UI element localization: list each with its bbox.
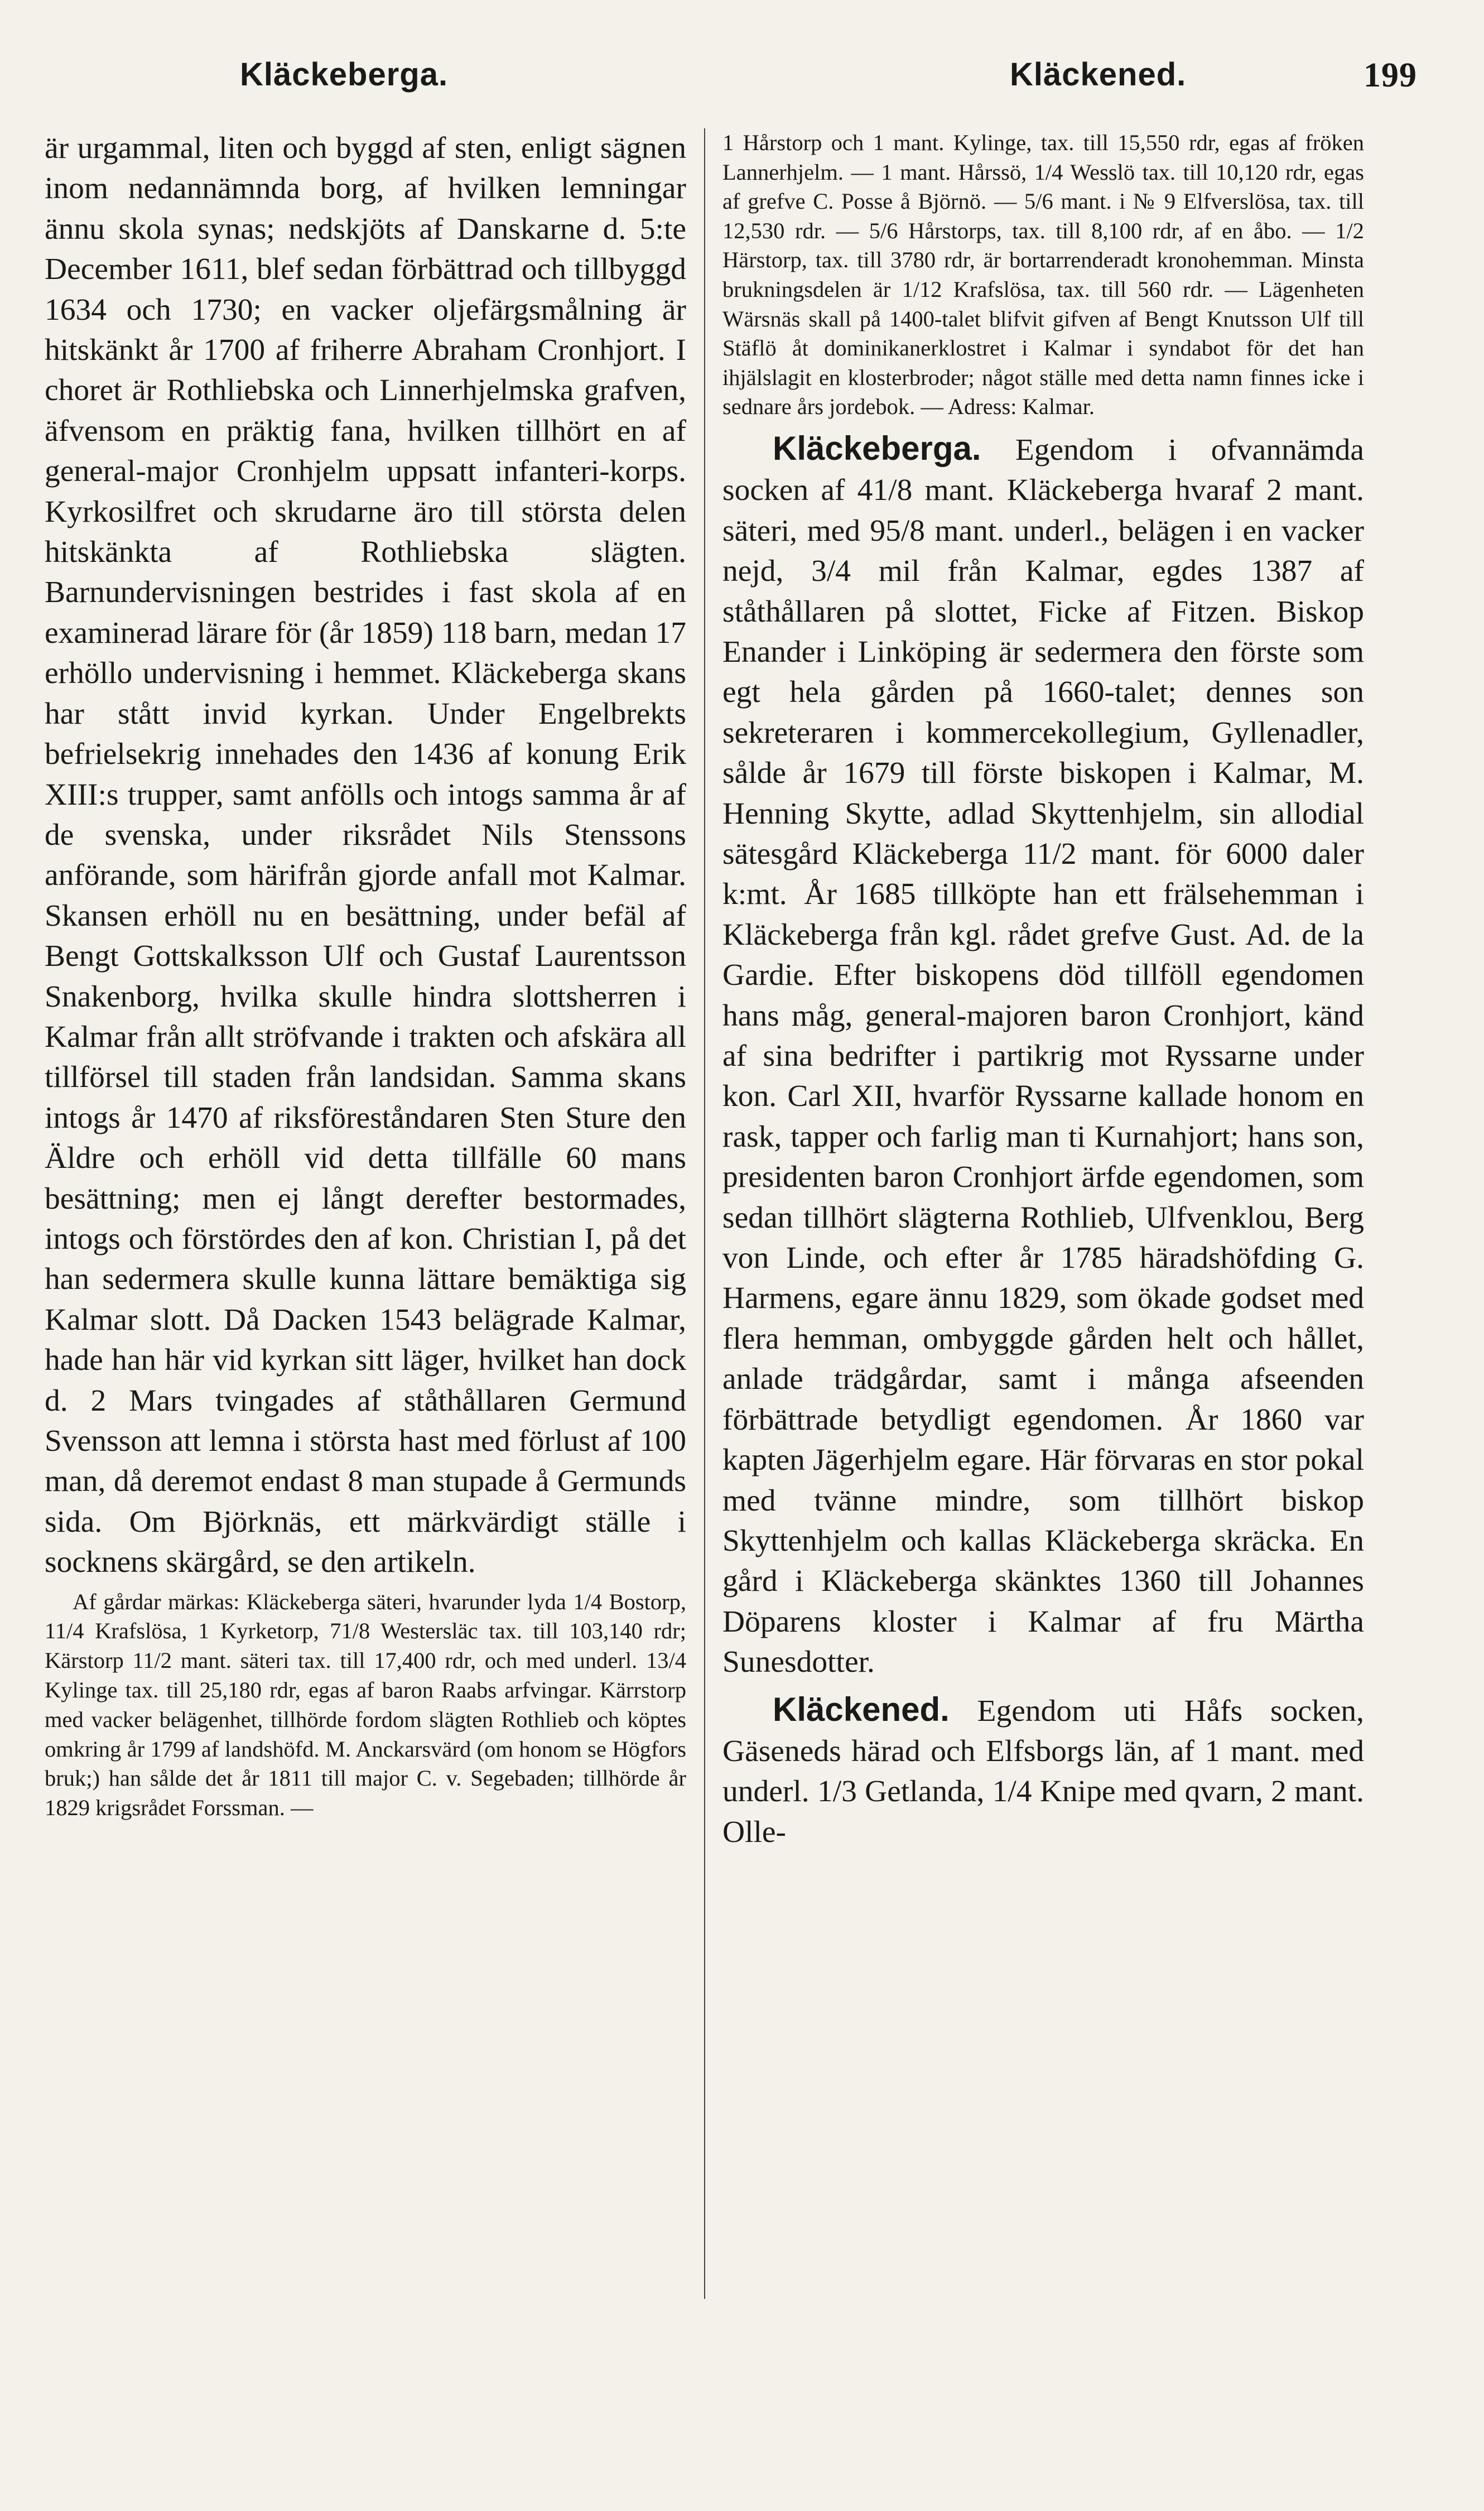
running-header	[45, 56, 1417, 100]
entry-klackened-paragraph	[722, 1690, 1364, 1853]
entry-klackened-text: Egendom uti Håfs socken, Gäseneds härad och Elfsborgs län, af 1 mant. med underl. 1/3 Getlanda, 1/4 Knipe med qvarn, 2 mant. Olle-	[722, 1694, 1364, 1849]
entry-klackeberga-keyword: Kläckeberga.	[773, 429, 981, 467]
page-number: 199	[1363, 56, 1417, 94]
entry-klackeberga	[722, 429, 1364, 1683]
entry-klackeberga-paragraph	[722, 429, 1364, 1683]
left-main-text-block	[45, 128, 686, 1583]
left-estates-paragraph: Af gårdar märkas: Kläckeberga säteri, hvarunder lyda 1/4 Bostorp, 11/4 Krafslösa, 1 Kyrketorp, 71/8 Westersläc tax. till 103,140 rdr; Kärstorp 11/2 mant. säteri tax. till 17,400 rdr, och med underl. 13/4 Kylinge tax. till 25,180 rdr, egas af baron Raabs arfvingar. Kärrstorp med vacker belägenhet, tillhörde fordom slägten Rothlieb och köptes omkring år 1799 af landshöfd. M. Anckarsvärd (om honom se Högfors bruk;) han sålde det år 1811 till major C. v. Segebaden; tillhörde år 1829 krigsrådet Forssman. —	[45, 1589, 686, 1821]
right-estates-paragraph: 1 Hårstorp och 1 mant. Kylinge, tax. till 15,550 rdr, egas af fröken Lannerhjelm. — 1 mant. Hårssö, 1/4 Wesslö tax. till 10,120 rdr, egas af grefve C. Posse å Björnö. — 5/6 mant. i № 9 Elfverslösa, tax. till 12,530 rdr. — 5/6 Hårstorps, tax. till 8,100 rdr, af en åbo. — 1/2 Härstorp, tax. till 3780 rdr, är bortarrenderadt kronohemman. Minsta brukningsdelen är 1/12 Krafslösa, tax. till 560 rdr. — Lägenheten Wärsnäs skall på 1400-talet blifvit gifven af Bengt Knutsson Ulf till Stäflö åt dominikanerklostret i Kalmar i syndabot för det han ihjälslagit en klosterbroder; något ställe med detta namn finnes icke i sednare års jordebok. — Adress: Kalmar.	[722, 130, 1364, 420]
left-column	[45, 128, 686, 1823]
entry-klackened-keyword: Kläckened.	[773, 1690, 950, 1728]
left-small-text-block	[45, 1588, 686, 1823]
entry-klackeberga-text: Egendom i ofvannämda socken af 41/8 mant. Kläckeberga hvaraf 2 mant. säteri, med 95/8 mant. underl., belägen i en vacker nejd, 3/4 mil från Kalmar, egdes 1387 af ståthållaren på slottet, Ficke af Fitzen. Biskop Enander i Linköping är sedermera den förste som egt hela gården på 1660-talet; dennes son sekreteraren i kommercekollegium, Gyllenadler, sålde år 1679 till förste biskopen i Kalmar, M. Henning Skytte, adlad Skyttenhjelm, sin allodial sätesgård Kläckeberga 11/2 mant. för 6000 daler k:mt. År 1685 tillköpte han ett frälsehemman i Kläckeberga från kgl. rådet grefve Gust. Ad. de la Gardie. Efter biskopens död tillföll egendomen hans måg, general-majoren baron Cronhjort, känd af sina bedrifter i partikrig mot Ryssarne under kon. Carl XII, hvarför Ryssarne kallade honom en rask, tapper och farlig man ti Kurnahjort; hans son, presidenten baron Cronhjort ärfde egendomen, som sedan tillhört slägterna Rothlieb, Ulfvenklou, Berg von Linde, och efter år 1785 häradshöfding G. Harmens, egare ännu 1829, som ökade godset med flera hemman, ombyggde gården helt och hållet, anlade trädgårdar, samt i många afseenden förbättrade betydligt egendomen. År 1860 var kapten Jägerhjelm egare. Här förvaras en stor pokal med tvänne mindre, som tillhört biskop Skyttenhjelm och kallas Kläckeberga skräcka. En gård i Kläckeberga skänktes 1360 till Johannes Döparens kloster i Kalmar af fru Märtha Sunesdotter.	[722, 432, 1364, 1680]
left-main-paragraph: är urgammal, liten och byggd af sten, enligt sägnen inom nedannämnda borg, af hvilken lemningar ännu skola synas; nedskjöts af Danskarne d. 5:te December 1611, blef sedan förbättrad och tillbyggd 1634 och 1730; en vacker oljefärgsmålning är hitskänkt år 1700 af friherre Abraham Cronhjort. I choret är Rothliebska och Linnerhjelmska grafven, äfvensom en präktig fana, hvilken tillhört en af general-major Cronhjelm uppsatt infanteri-korps. Kyrkosilfret och skrudarne äro till största delen hitskänkta af Rothliebska slägten. Barnundervisningen bestrides i fast skola af en examinerad lärare för (år 1859) 118 barn, medan 17 erhöllo undervisning i hemmet. Kläckeberga skans har stått invid kyrkan. Under Engelbrekts befrielsekrig innehades den 1436 af konung Erik XIII:s trupper, samt anfölls och intogs samma år af de svenska, under riksrådet Nils Stenssons anförande, som härifrån gjorde anfall mot Kalmar. Skansen erhöll nu en besättning, under befäl af Bengt Gottskalksson Ulf och Gustaf Laurentsson Snakenborg, hvilka skulle hindra slottsherren i Kalmar från allt ströfvande i trakten och afskära all tillförsel till staden från landsidan. Samma skans intogs år 1470 af riksföreståndaren Sten Sture den Äldre och erhöll vid detta tillfälle 60 mans besättning; men ej långt derefter bestormades, intogs och förstördes den af kon. Christian I, på det han sedermera skulle kunna lättare bemäktiga sig Kalmar slott. Då Dacken 1543 belägrade Kalmar, hade han här vid kyrkan sitt läger, hvilket han dock d. 2 Mars tvingades af ståthållaren Germund Svensson att lemna i största hast med förlust af 100 man, då deremot endast 8 man stupade å Germunds sida. Om Björknäs, ett märkvärdigt ställe i socknens skärgård, se den artikeln.	[45, 131, 686, 1580]
column-divider	[704, 128, 705, 2299]
left-running-title: Kläckeberga.	[240, 56, 449, 93]
right-running-title: Kläckened.	[1010, 56, 1187, 93]
right-small-text-block	[722, 128, 1364, 422]
entry-klackened	[722, 1690, 1364, 1853]
right-column	[722, 128, 1364, 1853]
